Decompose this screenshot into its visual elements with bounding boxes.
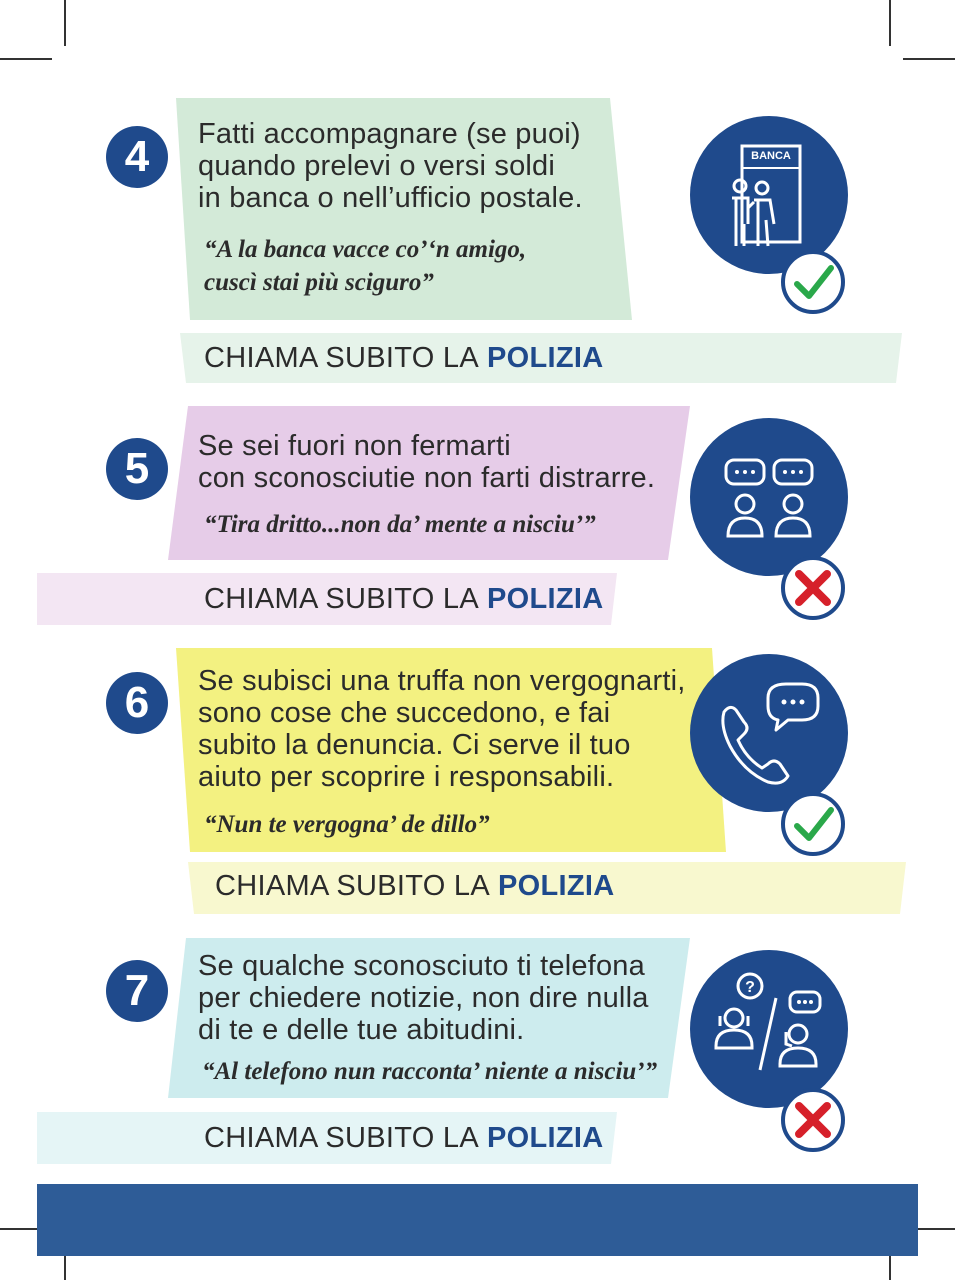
tip-5-cta[interactable] — [204, 583, 604, 616]
tip-6-number: 6 — [106, 672, 168, 734]
cta-prefix: CHIAMA SUBITO LA — [204, 342, 480, 374]
cta-prefix: CHIAMA SUBITO LA — [204, 583, 480, 615]
tip-4-quote: “A la banca vacce co’‘n amigo, cuscì stai più sciguro” — [204, 236, 527, 296]
crop-mark — [903, 58, 955, 60]
cta-prefix: CHIAMA SUBITO LA — [204, 1122, 480, 1154]
cta-police: POLIZIA — [487, 342, 604, 374]
tip-5-quote: “Tira dritto...non da’ mente a nisciu’” — [204, 511, 596, 538]
bank-escort-icon — [690, 116, 848, 274]
phone-call-people-icon — [690, 950, 848, 1108]
crop-mark — [64, 0, 66, 46]
bank-escort-icon — [690, 116, 848, 274]
tip-6-cta[interactable] — [215, 870, 615, 903]
tip-7-number: 7 — [106, 960, 168, 1022]
phone-chat-icon — [690, 654, 848, 812]
tip-6-text: Se subisci una truffa non vergognarti, sono cose che succedono, e fai subito la denuncia. Ci serve il tuo aiuto per scoprire i responsabili. — [198, 665, 686, 793]
footer-band — [37, 1184, 918, 1256]
cta-police: POLIZIA — [487, 583, 604, 615]
cta-police: POLIZIA — [498, 870, 615, 902]
cta-prefix: CHIAMA SUBITO LA — [215, 870, 491, 902]
tip-5-number: 5 — [106, 438, 168, 500]
tip-4-cta[interactable] — [204, 342, 604, 375]
cta-police: POLIZIA — [487, 1122, 604, 1154]
tip-7-cta[interactable] — [204, 1122, 604, 1155]
crop-mark — [0, 58, 52, 60]
bank-label: BANCA — [751, 150, 791, 162]
check-icon — [781, 250, 845, 314]
svg-text:?: ? — [745, 979, 755, 996]
cross-icon — [781, 1088, 845, 1152]
tip-7-quote: “Al telefono nun racconta’ niente a nisciu’” — [202, 1058, 658, 1085]
crop-mark — [889, 0, 891, 46]
two-people-chatting-icon — [690, 418, 848, 576]
two-people-chatting-icon — [690, 418, 848, 576]
tip-4-text: Fatti accompagnare (se puoi) quando prelevi o versi soldi in banca o nell’ufficio postale. — [198, 118, 583, 214]
cross-icon — [781, 556, 845, 620]
phone-chat-icon — [690, 654, 848, 812]
tip-4-number: 4 — [106, 126, 168, 188]
check-icon — [781, 792, 845, 856]
tip-6-quote: “Nun te vergogna’ de dillo” — [204, 811, 490, 838]
tip-7-text: Se qualche sconosciuto ti telefona per chiedere notizie, non dire nulla di te e delle tue abitudini. — [198, 950, 649, 1046]
phone-call-people-icon — [690, 950, 848, 1108]
tip-5-text: Se sei fuori non fermarti con sconosciutie non farti distrarre. — [198, 430, 656, 494]
